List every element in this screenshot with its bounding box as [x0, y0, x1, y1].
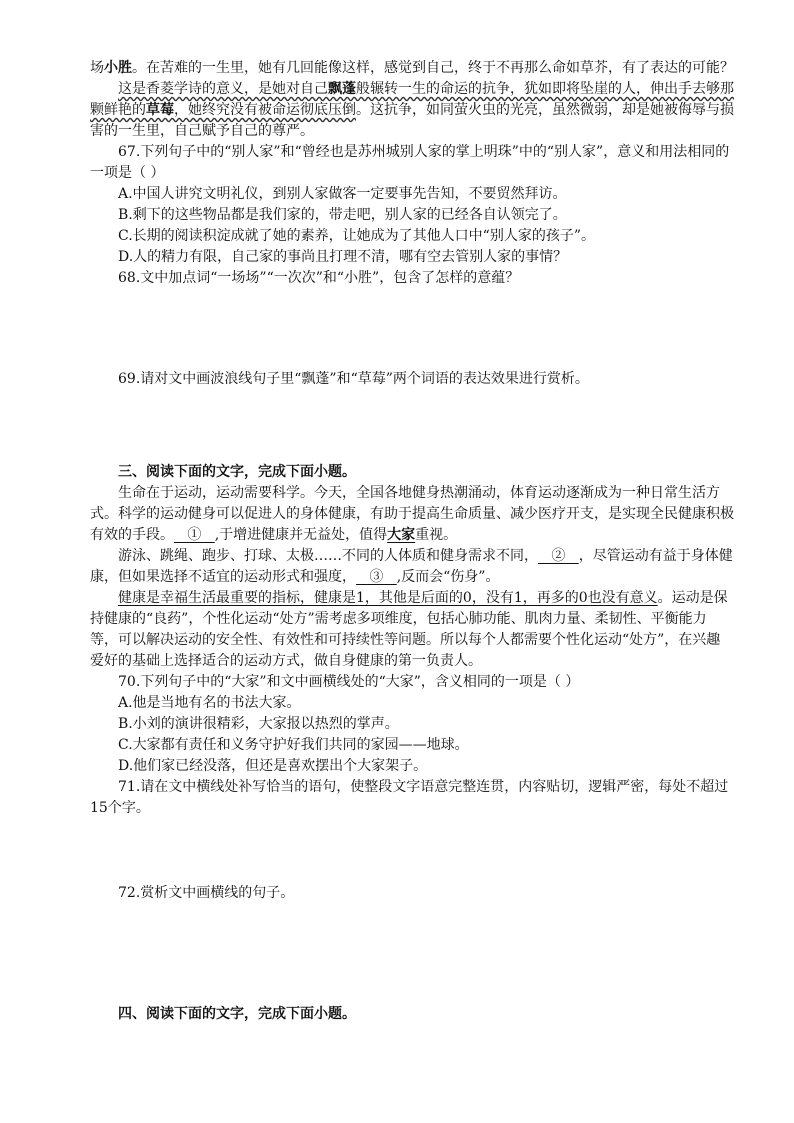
q70-option-b: B.小刘的演讲很精彩，大家报以热烈的掌声。 — [118, 716, 399, 732]
blank-1: ① — [174, 527, 215, 543]
underlined-word-dajia: 大家 — [387, 527, 416, 543]
answer-space — [90, 904, 734, 1004]
word-caomei: 草莓 — [146, 102, 174, 118]
text: 场 — [90, 60, 104, 76]
answer-space — [90, 390, 734, 462]
question-69: 69.请对文中画波浪线句子里“飘蓬”和“草莓”两个词语的表达效果进行赏析。 — [118, 371, 589, 387]
section-3-paragraph-2: 游泳、跳绳、跑步、打球、太极……不同的人体质和健身需求不同， ② ，尽管运动有益于身体健康，但如果选择不适宜的运动形式和强度， ③ ,反而会“伤身”。 — [90, 548, 733, 585]
section-3-heading: 三、阅读下面的文字，完成下面小题。 — [118, 464, 356, 480]
q70-option-d: D.他们家已经没落，但还是喜欢摆出个大家架子。 — [118, 758, 428, 774]
answer-space — [90, 289, 734, 369]
exam-page — [90, 58, 734, 1025]
answer-space — [90, 819, 734, 883]
wavy-underlined-sentence: 这是香菱学诗的意义，是她对自己飘蓬般辗转一生的命运的抗争，犹如即将坠崖的人，伸出手去够那颗鲜艳的草莓，她终究没有被命运彻底压倒 — [90, 81, 734, 118]
question-72: 72.赏析文中画横线的句子。 — [118, 885, 295, 901]
section-4-heading: 四、阅读下面的文字，完成下面小题。 — [118, 1006, 356, 1022]
passage-tail — [90, 58, 734, 79]
q70-option-c: C.大家都有责任和义务守护好我们共同的家园——地球。 — [118, 737, 469, 753]
blank-3: ③ — [356, 569, 397, 585]
q67-option-a: A.中国人讲究文明礼仪，到别人家做客一定要事先告知，不要贸然拜访。 — [118, 186, 567, 202]
q67-option-d: D.人的精力有限，自己家的事尚且打理不清，哪有空去管别人家的事情？ — [118, 249, 568, 265]
question-67-stem: 67.下列句子中的“别人家”和“曾经也是苏州城别人家的掌上明珠”中的“别人家”，意义和用法相同的一项是（ ） — [90, 144, 730, 181]
question-70-stem: 70.下列句子中的“大家”和文中画横线处的“大家”，含义相同的一项是（ ） — [118, 674, 580, 690]
section-3-paragraph-3: 健康是幸福生活最重要的指标，健康是1，其他是后面的0，没有1，再多的0也没有意义。运动是保持健康的“良药”，个性化运动“处方”需考虑多项维度，包括心肺功能、肌肉力量、柔韧性、平衡能力等，可以解决运动的安全性、有效性和可持续性等问题。所以每个人都需要个性化运动“处方”，在兴趣爱好的基础上选择适合的运动方式，做自身健康的第一负责人。 — [90, 590, 728, 669]
section-3-paragraph-1: 生命在于运动，运动需要科学。今天，全国各地健身热潮涌动，体育运动逐渐成为一种日常生活方式。科学的运动健身可以促进人的身体健康，有助于提高生命质量、减少医疗开支，是实现全民健康积极有效的手段。 ① ,于增进健康并无益处，值得大家重视。 — [90, 485, 734, 543]
underlined-sentence: 健康是幸福生活最重要的指标，健康是1，其他是后面的0，没有1，再多的0也没有意义 — [118, 590, 658, 606]
q67-option-b: B.剩下的这些物品都是我们家的，带走吧，别人家的已经各自认领完了。 — [118, 207, 567, 223]
q67-option-c: C.长期的阅读积淀成就了她的素养，让她成为了其他人口中“别人家的孩子”。 — [118, 228, 595, 244]
word-piaopeng: 飘蓬 — [328, 81, 356, 97]
q70-option-a: A.他是当地有名的书法大家。 — [118, 695, 301, 711]
question-68: 68.文中加点词“一场场”“一次次”和“小胜”，包含了怎样的意蕴？ — [118, 270, 520, 286]
passage-paragraph: 这是香菱学诗的意义，是她对自己飘蓬般辗转一生的命运的抗争，犹如即将坠崖的人，伸出手去够那颗鲜艳的草莓，她终究没有被命运彻底压倒。这抗争，如同萤火虫的光亮，虽然微弱，却是她被侮辱与损害的一生里，自己赋予自己的尊严。 — [90, 81, 734, 139]
question-71: 71.请在文中横线处补写恰当的语句，使整段文字语意完整连贯，内容贴切，逻辑严密，每处不超过15个字。 — [90, 779, 729, 816]
blank-2: ② — [538, 548, 579, 564]
dotted-word-xiaosheng: 小胜 — [104, 60, 132, 76]
text: 。在苦难的一生里，她有几回能像这样，感觉到自己，终于不再那么命如草芥，有了表达的可能？ — [132, 60, 734, 76]
